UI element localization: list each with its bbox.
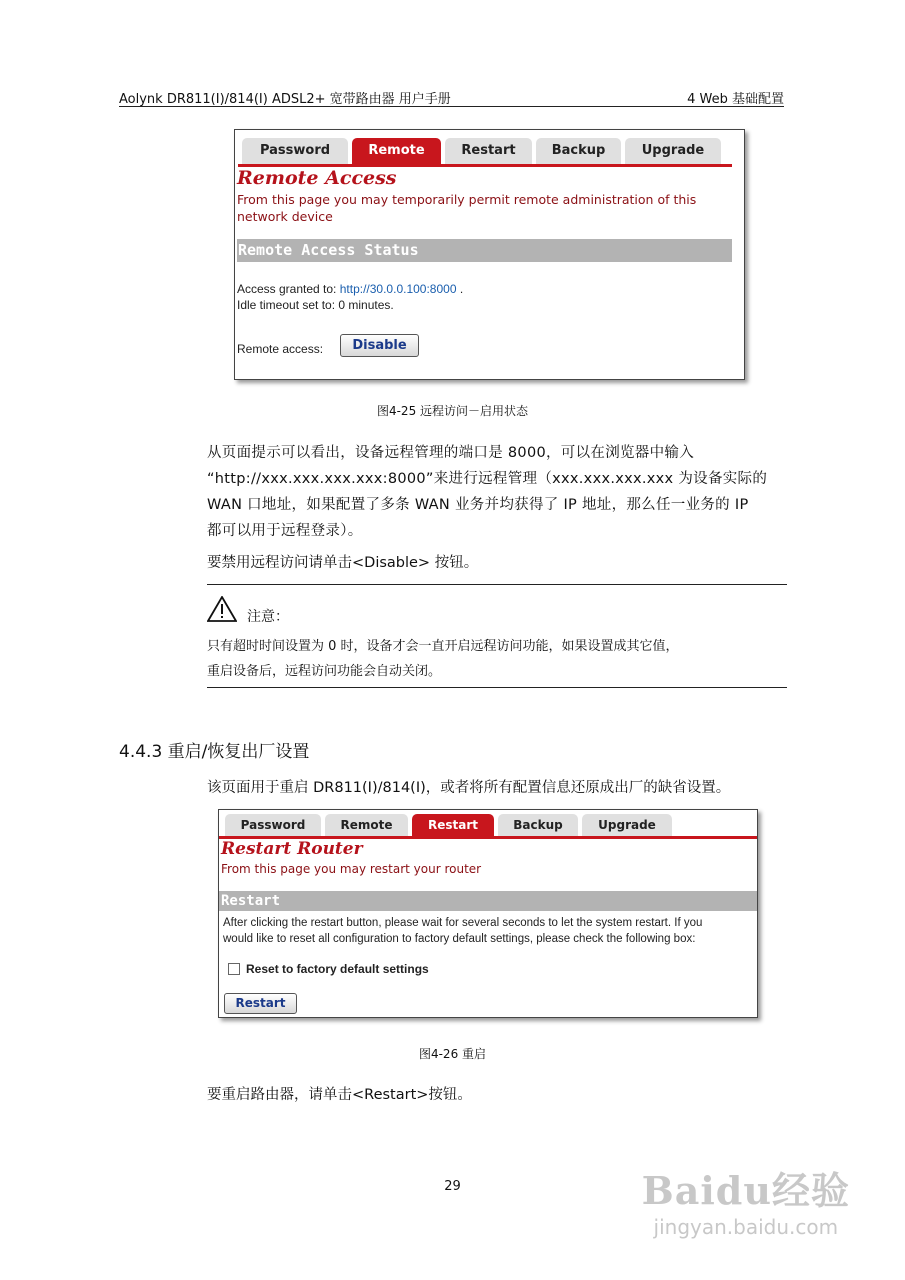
para-line-1: 从页面提示可以看出，设备远程管理的端口是 8000，可以在浏览器中输入 [207, 445, 695, 461]
note-bottom-rule [207, 687, 787, 688]
idle-timeout-line: Idle timeout set to: 0 minutes. [237, 298, 394, 312]
tab-password[interactable]: Password [225, 814, 321, 836]
para-line-2: “http://xxx.xxx.xxx.xxx:8000”来进行远程管理（xxx.xxx.xxx.xxx 为设备实际的 [207, 471, 768, 487]
access-granted-line [237, 282, 463, 296]
desc-line-1: From this page you may temporarily permit remote administration of this [237, 192, 697, 207]
restart-button[interactable]: Restart [224, 993, 297, 1014]
paragraph-restart-intro: 该页面用于重启 DR811(I)/814(I)，或者将所有配置信息还原成出厂的缺省设置。 [207, 780, 731, 796]
watermark-url: jingyan.baidu.com [653, 1215, 839, 1239]
watermark-brand: Baidu经验 [641, 1168, 850, 1213]
page-title-2: Restart Router [221, 839, 363, 859]
baidu-watermark [642, 1160, 850, 1239]
figure-caption-1: 图4-25 远程访问－启用状态 [376, 404, 529, 418]
access-end: . [456, 282, 464, 296]
restart-bar: Restart [219, 891, 757, 911]
restart-text [223, 915, 702, 947]
tab-backup[interactable]: Backup [498, 814, 578, 836]
access-label: Access granted to: [237, 282, 340, 296]
note-line-1: 只有超时时间设置为 0 时，设备才会一直开启远程访问功能，如果设置成其它值， [207, 639, 679, 654]
note-title: 注意： [247, 609, 289, 625]
restart-text-line-2: would like to reset all configuration to factory default settings, please check the following box: [223, 933, 696, 945]
page-title: Remote Access [237, 167, 397, 189]
status-bar: Remote Access Status [237, 239, 732, 262]
factory-reset-checkbox[interactable] [228, 963, 240, 975]
tab-remote[interactable]: Remote [325, 814, 408, 836]
tab-restart[interactable]: Restart [445, 138, 532, 164]
page-header [119, 87, 784, 107]
page-number: 29 [444, 1179, 461, 1194]
tab-upgrade[interactable]: Upgrade [582, 814, 672, 836]
disable-button[interactable]: Disable [340, 334, 419, 357]
page-description [237, 191, 696, 225]
figure-caption-2: 图4-26 重启 [418, 1047, 487, 1061]
section-heading: 4.4.3 重启/恢复出厂设置 [119, 742, 310, 762]
restart-router-screenshot [218, 809, 758, 1018]
note-line-2: 重启设备后，远程访问功能会自动关闭。 [207, 664, 442, 679]
paragraph-remote-port [207, 440, 787, 544]
tab-restart[interactable]: Restart [412, 814, 494, 836]
tab-bar [242, 138, 725, 164]
paragraph-restart: 要重启路由器，请单击<Restart>按钮。 [207, 1087, 472, 1103]
factory-reset-label: Reset to factory default settings [246, 962, 429, 976]
remote-access-label: Remote access: [237, 342, 324, 356]
header-title: Aolynk DR811(I)/814(I) ADSL2+ 宽带路由器 用户手册 [119, 92, 451, 107]
remote-access-screenshot [234, 129, 745, 380]
tab-backup[interactable]: Backup [536, 138, 621, 164]
header-chapter: 4 Web 基础配置 [687, 92, 784, 107]
desc-line-2: network device [237, 209, 333, 224]
tab-upgrade[interactable]: Upgrade [625, 138, 721, 164]
warning-icon [207, 596, 237, 622]
paragraph-disable: 要禁用远程访问请单击<Disable> 按钮。 [207, 555, 479, 571]
para-line-4: 都可以用于远程登录）。 [207, 523, 363, 539]
tab-remote[interactable]: Remote [352, 138, 441, 164]
tab-password[interactable]: Password [242, 138, 348, 164]
para-line-3: WAN 口地址，如果配置了多条 WAN 业务并均获得了 IP 地址，那么任一业务的 IP [207, 497, 749, 513]
note-text [207, 634, 787, 684]
restart-text-line-1: After clicking the restart button, please wait for several seconds to let the system restart. If you [223, 917, 703, 929]
page-description-2: From this page you may restart your router [221, 862, 482, 876]
note-top-rule [207, 584, 787, 585]
tab-bar-2 [225, 814, 676, 836]
access-link[interactable]: http://30.0.0.100:8000 [339, 282, 457, 296]
